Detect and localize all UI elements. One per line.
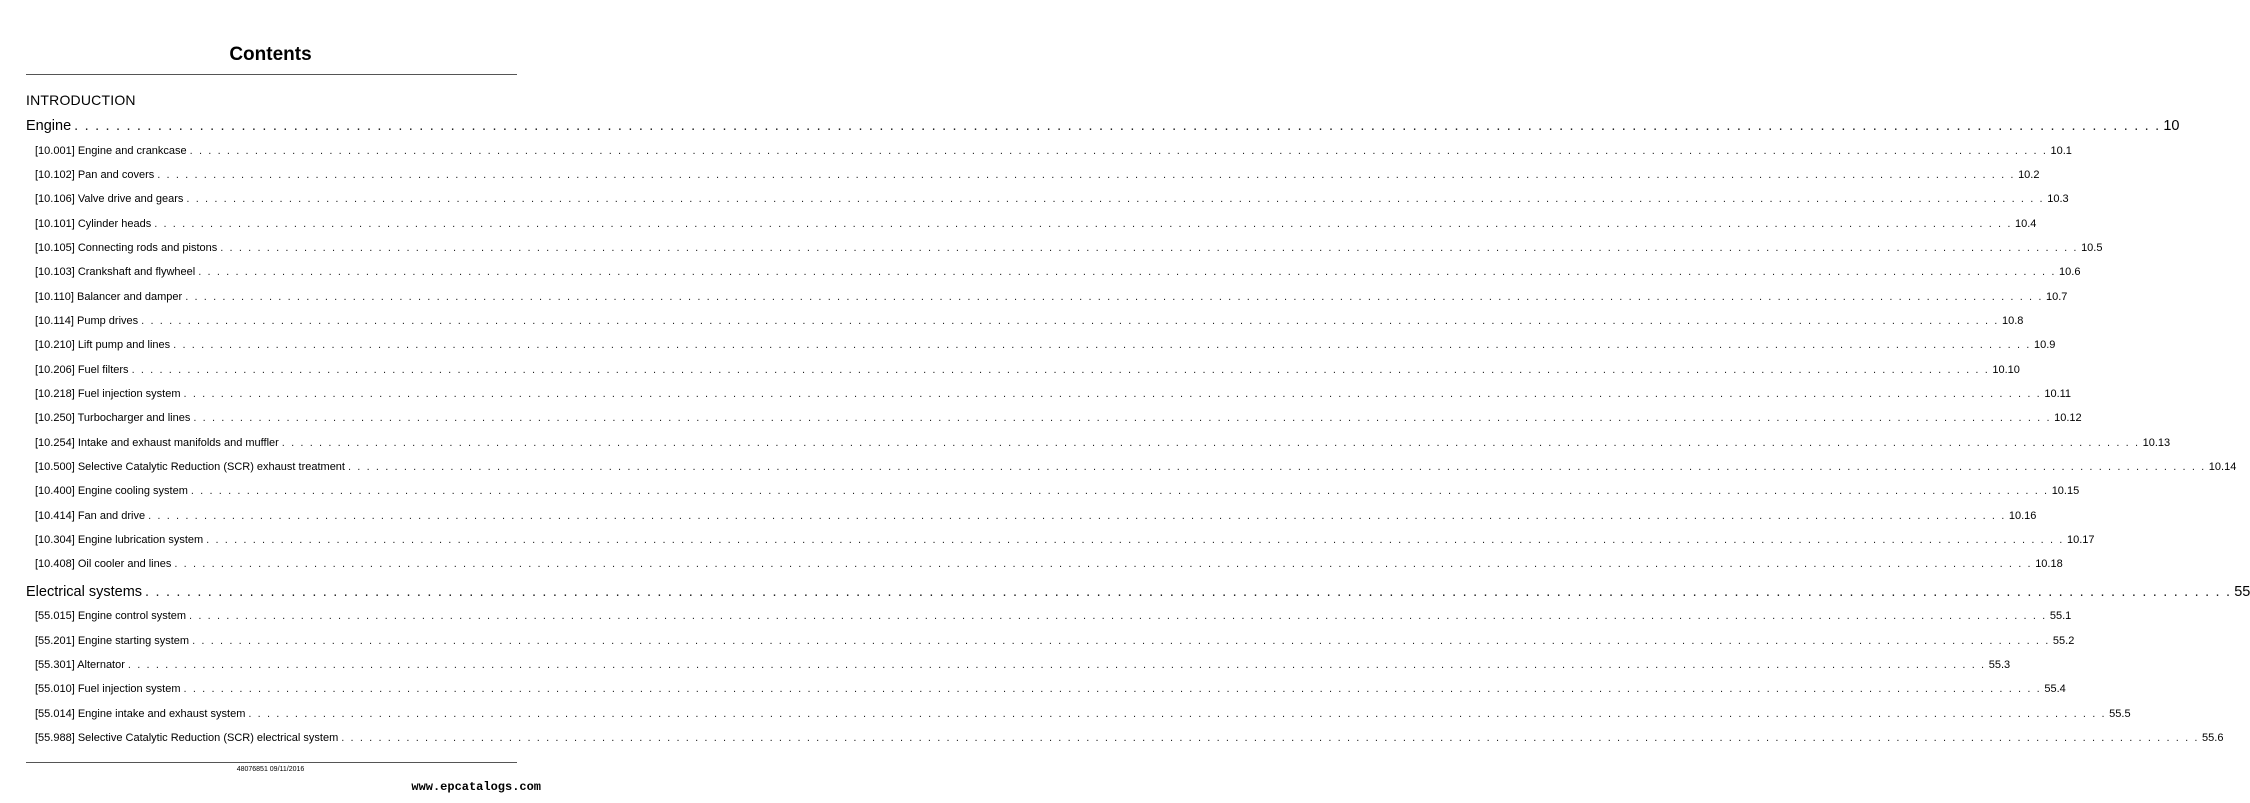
toc-entry-page-number: 10.16 bbox=[2008, 509, 2037, 522]
toc-entry-label: [10.400] Engine cooling system bbox=[35, 485, 188, 498]
dot-leader: . . . . . . . . . . . . . . . . . . . . . . . . . . . . . . . . . . . . . . . . . . . . . . . . . . . . . . . . . . . . . . . . . . . . . . . . . . . . . . . . . . . . . . . . . . . . . . . . . . . . . . . . . . . . . . . . . . . . . . . . . . . . . . . . . . . . . . . . . . . . . . . . . . . . . . . . . . . . . . . . . . . . . . . . . . . . . . . . . . . . . . . . . . . . . . . . . . . . . . . . bbox=[186, 193, 2045, 206]
toc-entry-page-number: 10.10 bbox=[1992, 363, 2020, 376]
toc-entry[interactable] bbox=[35, 485, 2080, 498]
dot-leader: . . . . . . . . . . . . . . . . . . . . . . . . . . . . . . . . . . . . . . . . . . . . . . . . . . . . . . . . . . . . . . . . . . . . . . . . . . . . . . . . . . . . . . . . . . . . . . . . . . . . . . . . . . . . . . . . . . . . . . . . . . . . . . . . . . . . . . . . . . . . . . . . . . . . . . . . . . . . . . . . . . . . . . . . . . . . . . . . . . . . . . . . . . . . . . . . . . . . . . . . bbox=[141, 314, 1999, 327]
toc-entry-label: [10.304] Engine lubrication system bbox=[35, 534, 204, 547]
toc-entry[interactable] bbox=[35, 436, 2171, 449]
toc-entry[interactable] bbox=[35, 558, 2063, 571]
dot-leader: . . . . . . . . . . . . . . . . . . . . . . . . . . . . . . . . . . . . . . . . . . . . . . . . . . . . . . . . . . . . . . . . . . . . . . . . . . . . . . . . . . . . . . . . . . . . . . . . . . . . . . . . . . . . . . . . . . . . . . . . . . . . . . . . . . . . . . . . . . . . . . . . . . . . . . . . . . . . . . . . . . . . . . . . . . . . . . . . . . . . . . . . . . . . . . . . . . . . . . . . bbox=[148, 509, 2006, 522]
dot-leader: . . . . . . . . . . . . . . . . . . . . . . . . . . . . . . . . . . . . . . . . . . . . . . . . . . . . . . . . . . . . . . . . . . . . . . . . . . . . . . . . . . . . . . . . . . . . . . . . . . . . . . . . . . . . . . . . . . . . . . . . . . . . . . . . . . . . . . . . . . . . . . . . . . . . . . . . . . . . . . . . . . . . . . . . . . . . . . . . . . . . . . . . . . . . . . . . . . . . . . . . bbox=[173, 339, 2031, 352]
toc-entry[interactable] bbox=[35, 610, 2072, 623]
toc-entry-label: [10.110] Balancer and damper bbox=[35, 290, 183, 303]
toc-entry[interactable] bbox=[35, 144, 2072, 157]
toc-entry-page-number: 10.9 bbox=[2033, 339, 2056, 352]
dot-leader: . . . . . . . . . . . . . . . . . . . . . . . . . . . . . . . . . . . . . . . . . . . . . . . . . . . . . . . . . . . . . . . . . . . . . . . . . . . . . . . . . . . . . . . . . . . . . . . . . . . . . . . . . . . . . . . . . . . . . . . . . . . . . . . . . . . . . . . . . . . . . . . . . . . . . . . . . . . . . . . . . . . . . . . . . . . . . . . . . . . . . . . . . . . . . . . . . . . . . . . . bbox=[281, 436, 2140, 449]
dot-leader: . . . . . . . . . . . . . . . . . . . . . . . . . . . . . . . . . . . . . . . . . . . . . . . . . . . . . . . . . . . . . . . . . . . . . . . . . . . . . . . . . . . . . . . . . . . . . . . . . . . . . . . . . . . . . . . . . . . . . . . . . . . . . . . . . . . . . . . . . . . . . . . . . . . . . . . . . . . . . . . . . . . . . . . . . . . . . . . . . . . . . . . . . . . . . . . . . . . . . . . . bbox=[206, 534, 2064, 547]
toc-section[interactable] bbox=[26, 118, 2180, 134]
toc-entry-label: [10.408] Oil cooler and lines bbox=[35, 558, 172, 571]
dot-leader: . . . . . . . . . . . . . . . . . . . . . . . . . . . . . . . . . . . . . . . . . . . . . . . . . . . . . . . . . . . . . . . . . . . . . . . . . . . . . . . . . . . . . . . . . . . . . . . . . . . . . . . . . . . . . . . . . . . . . . . . . . . . . . . . . . . . . . . . . . . . . . . . . . . . . . . . . . . . . . . . . . . . . . . . . . . . . . . . . . . . . . . . . . . . . . . . . . . . . . . . bbox=[190, 485, 2049, 498]
toc-entry[interactable] bbox=[35, 509, 2037, 522]
toc-section[interactable] bbox=[26, 583, 2250, 600]
toc-entry[interactable] bbox=[35, 534, 2095, 547]
toc-entry-label: [10.210] Lift pump and lines bbox=[35, 339, 171, 352]
toc-entry-page-number: 55.6 bbox=[2202, 732, 2224, 745]
toc-entry-label: [10.106] Valve drive and gears bbox=[35, 193, 184, 206]
toc-entry-page-number: 10.18 bbox=[2035, 558, 2063, 571]
toc-entry-page-number: 10.8 bbox=[2001, 314, 2024, 327]
dot-leader: . . . . . . . . . . . . . . . . . . . . . . . . . . . . . . . . . . . . . . . . . . . . . . . . . . . . . . . . . . . . . . . . . . . . . . . . . . . . . . . . . . . . . . . . . . . . . . . . . . . . . . . . . . . . . . . . . . . . . . . . . . . . . . . . . . . . . . . . . . . . . . . . . . . . . . . . . . . . . . . . . . . . . . . . . . . . . . . . . . . . . . . . . . . . . . . . . . . . . . . . bbox=[185, 290, 2043, 303]
toc-entry-label: [55.014] Engine intake and exhaust system bbox=[35, 707, 246, 720]
toc-entry-page-number: 10.2 bbox=[2018, 168, 2040, 181]
toc-entry-label: [55.301] Alternator bbox=[35, 659, 125, 671]
toc-entry-label: [10.102] Pan and covers bbox=[35, 168, 155, 181]
toc-entry-page-number: 10.5 bbox=[2081, 241, 2103, 254]
toc-entry-page-number: 10.3 bbox=[2047, 193, 2069, 206]
dot-leader: . . . . . . . . . . . . . . . . . . . . . . . . . . . . . . . . . . . . . . . . . . . . . . . . . . . . . . . . . . . . . . . . . . . . . . . . . . . . . . . . . . . . . . . . . . . . . . . . . . . . . . . . . . . . . . . . . . . . . . . . . . . . . . . . . . . . . . . . . . . . . . . . . . . . . . . . . . . . . . . . . . . . . . . . . . . . . . . . . . . . . . . . . . . . . . . . . . . . . . . . bbox=[131, 363, 1990, 376]
dot-leader: . . . . . . . . . . . . . . . . . . . . . . . . . . . . . . . . . . . . . . . . . . . . . . . . . . . . . . . . . . . . . . . . . . . . . . . . . . . . . . . . . . . . . . . . . . . . . . . . . . . . . . . . . . . . . . . . . . . . . . . . . . . . . . . . . . . . . . . . . . . . . . . . . . . . . . . . . . . . . . . . . . . . . . . . . . . . . . . . . . . . . . . . . . . . . . . . . . . . . . . . bbox=[174, 558, 2033, 571]
dot-leader: . . . . . . . . . . . . . . . . . . . . . . . . . . . . . . . . . . . . . . . . . . . . . . . . . . . . . . . . . . . . . . . . . . . . . . . . . . . . . . . . . . . . . . . . . . . . . . . . . . . . . . . . . . . . . . . . . . . . . . . . . . . . . . . . . . . . . . . . . . . . . . . . . . . . . . . . . . . . . . . . . . . . . . . . . . . . . . . . . . . . . . . . . . . . . . . . . . . . . . . . bbox=[183, 388, 2042, 400]
toc-entry-label: [10.103] Crankshaft and flywheel bbox=[35, 266, 196, 279]
dot-leader: . . . . . . . . . . . . . . . . . . . . . . . . . . . . . . . . . . . . . . . . . . . . . . . . . . . . . . . . . . . . . . . . . . . . . . . . . . . . . . . . . . . . . . . . . . . . . . . . . . . . . . . . . . . . . . . . . . . . . . . . . . . . . . . . . . . . . . . . . . . . . . . . . . . . . . . . . . . . . . . . . . . . . . . . . . . . . . . . . . . . . . . . . . . . . . . . . . . . . . . . bbox=[341, 732, 2200, 745]
toc-entry[interactable] bbox=[35, 732, 2224, 745]
toc-entry[interactable] bbox=[35, 314, 2024, 327]
toc-entry-page-number: 10.11 bbox=[2044, 388, 2072, 400]
toc-entry[interactable] bbox=[35, 412, 2082, 425]
dot-leader: . . . . . . . . . . . . . . . . . . . . . . . . . . . . . . . . . . . . . . . . . . . . . . . . . . . . . . . . . . . . . . . . . . . . . . . . . . . . . . . . . . . . . . . . . . . . . . . . . . . . . . . . . . . . . . . . . . . . . . . . . . . . . . . . . . . . . . . . . . . . . . . . . . . . . . . . . . . . . . . . . . . . . . . . . . . . . . . . . . . . . . . . . . . . . . . . . . . . . . . . bbox=[248, 707, 2107, 720]
toc-entry-label: [10.254] Intake and exhaust manifolds and muffler bbox=[35, 436, 279, 449]
toc-section-label: Electrical systems bbox=[26, 583, 143, 600]
title-rule bbox=[26, 74, 517, 75]
dot-leader: . . . . . . . . . . . . . . . . . . . . . . . . . . . . . . . . . . . . . . . . . . . . . . . . . . . . . . . . . . . . . . . . . . . . . . . . . . . . . . . . . . . . . . . . . . . . . . . . . . . . . . . . . . . . . . . . . . . . . . . . . . . . . . . . . . . . . . . . . . . . . . . . . . . . . . . . . . . . . . . . . . . . . . . . . . . . . . . . . . . . . . . . . . . . . . . . . . . . . . . . bbox=[183, 683, 2042, 696]
toc-entry[interactable] bbox=[35, 193, 2069, 206]
toc-entry-label: [55.015] Engine control system bbox=[35, 610, 187, 623]
page-title: Contents bbox=[229, 44, 312, 65]
toc-entry-label: [10.250] Turbocharger and lines bbox=[35, 412, 191, 425]
toc-entry-label: [10.105] Connecting rods and pistons bbox=[35, 241, 218, 254]
dot-leader: . . . . . . . . . . . . . . . . . . . . . . . . . . . . . . . . . . . . . . . . . . . . . . . . . . . . . . . . . . . . . . . . . . . . . . . . . . . . . . . . . . . . . . . . . . . . . . . . . . . . . . . . . . . . . . . . . . . . . . . . . . . . . . . . . . . . . . . . . . . . . . . . . . . . . . . . . . . . . . . . . . . . . . . . . . . . . . . . . . . . . . . . . . . . . . . . . . . . . . . . bbox=[220, 241, 2079, 254]
toc-entry-label: [10.218] Fuel injection system bbox=[35, 388, 181, 400]
toc-entry-label: [10.101] Cylinder heads bbox=[35, 217, 152, 230]
watermark: www.epcatalogs.com bbox=[411, 780, 541, 794]
toc-entry-label: [10.114] Pump drives bbox=[35, 314, 139, 327]
dot-leader: . . . . . . . . . . . . . . . . . . . . . . . . . . . . . . . . . . . . . . . . . . . . . . . . . . . . . . . . . . . . . . . . . . . . . . . . . . . . . . . . . . . . . . . . . . . . . . . . . . . . . . . . . . . . . . . . . . . . . . . . . . . . . . . . . . . . . . . . . . . . . . . . . . . . . . . . . . . . . . . . . . . . . . . . . . . . . . . . . . . . . . . . . . . . . . . . . . . . . . . . bbox=[189, 610, 2047, 623]
dot-leader: . . . . . . . . . . . . . . . . . . . . . . . . . . . . . . . . . . . . . . . . . . . . . . . . . . . . . . . . . . . . . . . . . . . . . . . . . . . . . . . . . . . . . . . . . . . . . . . . . . . . . . . . . . . . . . . . . . . . . . . . . . . . . . . . . . . . . . . . . . . . . . . . . . . . . . . . . . . . . . . . . . . . . . . . . . . . . . . . . . . . . . . . . . . . . . . . . . . . . . . . bbox=[192, 634, 2050, 647]
toc-entry-label: [55.010] Fuel injection system bbox=[35, 683, 181, 696]
footer-rule bbox=[26, 762, 517, 763]
dot-leader: . . . . . . . . . . . . . . . . . . . . . . . . . . . . . . . . . . . . . . . . . . . . . . . . . . . . . . . . . . . . . . . . . . . . . . . . . . . . . . . . . . . . . . . . . . . . . . . . . . . . . . . . . . . . . . . . . . . . . . . . . . . . . . . . . . . . . . . . . . . . . . . . . . . . . . . . . . . . . . . . . . . . . . . . . . . . . . . . . . . . . . . . . . . . . . . . . . . . . . . . bbox=[145, 583, 2232, 600]
toc-entry[interactable] bbox=[35, 659, 2011, 671]
dot-leader: . . . . . . . . . . . . . . . . . . . . . . . . . . . . . . . . . . . . . . . . . . . . . . . . . . . . . . . . . . . . . . . . . . . . . . . . . . . . . . . . . . . . . . . . . . . . . . . . . . . . . . . . . . . . . . . . . . . . . . . . . . . . . . . . . . . . . . . . . . . . . . . . . . . . . . . . . . . . . . . . . . . . . . . . . . . . . . . . . . . . . . . . . . . . . . . . . . . . . . . . bbox=[189, 144, 2048, 157]
toc-entry[interactable] bbox=[35, 461, 2237, 474]
toc-entry-page-number: 10.17 bbox=[2066, 534, 2095, 547]
toc-entry[interactable] bbox=[35, 363, 2020, 376]
toc-entry-page-number: 55.1 bbox=[2049, 610, 2072, 623]
toc-entry[interactable] bbox=[35, 388, 2072, 400]
toc-entry-label: [10.414] Fan and drive bbox=[35, 509, 146, 522]
dot-leader: . . . . . . . . . . . . . . . . . . . . . . . . . . . . . . . . . . . . . . . . . . . . . . . . . . . . . . . . . . . . . . . . . . . . . . . . . . . . . . . . . . . . . . . . . . . . . . . . . . . . . . . . . . . . . . . . . . . . . . . . . . . . . . . . . . . . . . . . . . . . . . . . . . . . . . . . . . . . . . . . . . . . . . . . . . . . . . . . . . . . . . . . . . . . . . . . . . . . . . . . bbox=[198, 266, 2057, 279]
toc-entry-page-number: 10.14 bbox=[2208, 461, 2237, 474]
toc-entry[interactable] bbox=[35, 168, 2040, 181]
toc-section-label: Engine bbox=[26, 118, 72, 134]
toc-entry-page-number: 10.7 bbox=[2046, 290, 2068, 303]
intro-heading[interactable]: INTRODUCTION bbox=[26, 92, 136, 108]
toc-entry[interactable] bbox=[35, 217, 2037, 230]
toc-entry-page-number: 55.5 bbox=[2109, 707, 2131, 720]
dot-leader: . . . . . . . . . . . . . . . . . . . . . . . . . . . . . . . . . . . . . . . . . . . . . . . . . . . . . . . . . . . . . . . . . . . . . . . . . . . . . . . . . . . . . . . . . . . . . . . . . . . . . . . . . . . . . . . . . . . . . . . . . . . . . . . . . . . . . . . . . . . . . . . . . . . . . . . . . . . . . . . . . . . . . . . . . . . . . . . . . . . . . . . . . . . . . . . . . . . . . . . . bbox=[127, 659, 1986, 671]
toc-entry-page-number: 55.2 bbox=[2052, 634, 2075, 647]
toc-entry-label: [10.206] Fuel filters bbox=[35, 363, 129, 376]
toc-entry[interactable] bbox=[35, 634, 2075, 647]
dot-leader: . . . . . . . . . . . . . . . . . . . . . . . . . . . . . . . . . . . . . . . . . . . . . . . . . . . . . . . . . . . . . . . . . . . . . . . . . . . . . . . . . . . . . . . . . . . . . . . . . . . . . . . . . . . . . . . . . . . . . . . . . . . . . . . . . . . . . . . . . . . . . . . . . . . . . . . . . . . . . . . . . . . . . . . . . . . . . . . . . . . . . . . . . . . . . . . . . . . . . . . . bbox=[74, 118, 2161, 134]
toc-entry-label: [55.201] Engine starting system bbox=[35, 634, 190, 647]
toc-entry-page-number: 10.12 bbox=[2054, 412, 2082, 425]
toc-entry-label: [10.500] Selective Catalytic Reduction (SCR) exhaust treatment bbox=[35, 461, 345, 474]
dot-leader: . . . . . . . . . . . . . . . . . . . . . . . . . . . . . . . . . . . . . . . . . . . . . . . . . . . . . . . . . . . . . . . . . . . . . . . . . . . . . . . . . . . . . . . . . . . . . . . . . . . . . . . . . . . . . . . . . . . . . . . . . . . . . . . . . . . . . . . . . . . . . . . . . . . . . . . . . . . . . . . . . . . . . . . . . . . . . . . . . . . . . . . . . . . . . . . . . . . . . . . . bbox=[193, 412, 2052, 425]
dot-leader: . . . . . . . . . . . . . . . . . . . . . . . . . . . . . . . . . . . . . . . . . . . . . . . . . . . . . . . . . . . . . . . . . . . . . . . . . . . . . . . . . . . . . . . . . . . . . . . . . . . . . . . . . . . . . . . . . . . . . . . . . . . . . . . . . . . . . . . . . . . . . . . . . . . . . . . . . . . . . . . . . . . . . . . . . . . . . . . . . . . . . . . . . . . . . . . . . . . . . . . . bbox=[154, 217, 2012, 230]
toc-entry[interactable] bbox=[35, 241, 2103, 254]
toc-entry[interactable] bbox=[35, 266, 2081, 279]
dot-leader: . . . . . . . . . . . . . . . . . . . . . . . . . . . . . . . . . . . . . . . . . . . . . . . . . . . . . . . . . . . . . . . . . . . . . . . . . . . . . . . . . . . . . . . . . . . . . . . . . . . . . . . . . . . . . . . . . . . . . . . . . . . . . . . . . . . . . . . . . . . . . . . . . . . . . . . . . . . . . . . . . . . . . . . . . . . . . . . . . . . . . . . . . . . . . . . . . . . . . . . . bbox=[347, 461, 2206, 474]
toc-entry-page-number: 55.4 bbox=[2044, 683, 2066, 696]
toc-entry-page-number: 10.15 bbox=[2051, 485, 2080, 498]
footer-code: 48076851 09/11/2016 bbox=[236, 766, 305, 773]
toc-entry[interactable] bbox=[35, 339, 2056, 352]
toc-section-page-number: 10 bbox=[2163, 118, 2180, 134]
toc-entry-page-number: 55.3 bbox=[1988, 659, 2011, 671]
toc-entry-label: [55.988] Selective Catalytic Reduction (SCR) electrical system bbox=[35, 732, 339, 745]
toc-entry[interactable] bbox=[35, 290, 2068, 303]
toc-entry-label: [10.001] Engine and crankcase bbox=[35, 144, 187, 157]
toc-section-page-number: 55 bbox=[2234, 583, 2250, 600]
toc-entry-page-number: 10.6 bbox=[2059, 266, 2081, 279]
toc-entry[interactable] bbox=[35, 683, 2066, 696]
toc-entry-page-number: 10.1 bbox=[2050, 144, 2072, 157]
toc-entry-page-number: 10.13 bbox=[2142, 436, 2171, 449]
toc-entry[interactable] bbox=[35, 707, 2131, 720]
toc-entry-page-number: 10.4 bbox=[2015, 217, 2037, 230]
dot-leader: . . . . . . . . . . . . . . . . . . . . . . . . . . . . . . . . . . . . . . . . . . . . . . . . . . . . . . . . . . . . . . . . . . . . . . . . . . . . . . . . . . . . . . . . . . . . . . . . . . . . . . . . . . . . . . . . . . . . . . . . . . . . . . . . . . . . . . . . . . . . . . . . . . . . . . . . . . . . . . . . . . . . . . . . . . . . . . . . . . . . . . . . . . . . . . . . . . . . . . . . bbox=[157, 168, 2016, 181]
